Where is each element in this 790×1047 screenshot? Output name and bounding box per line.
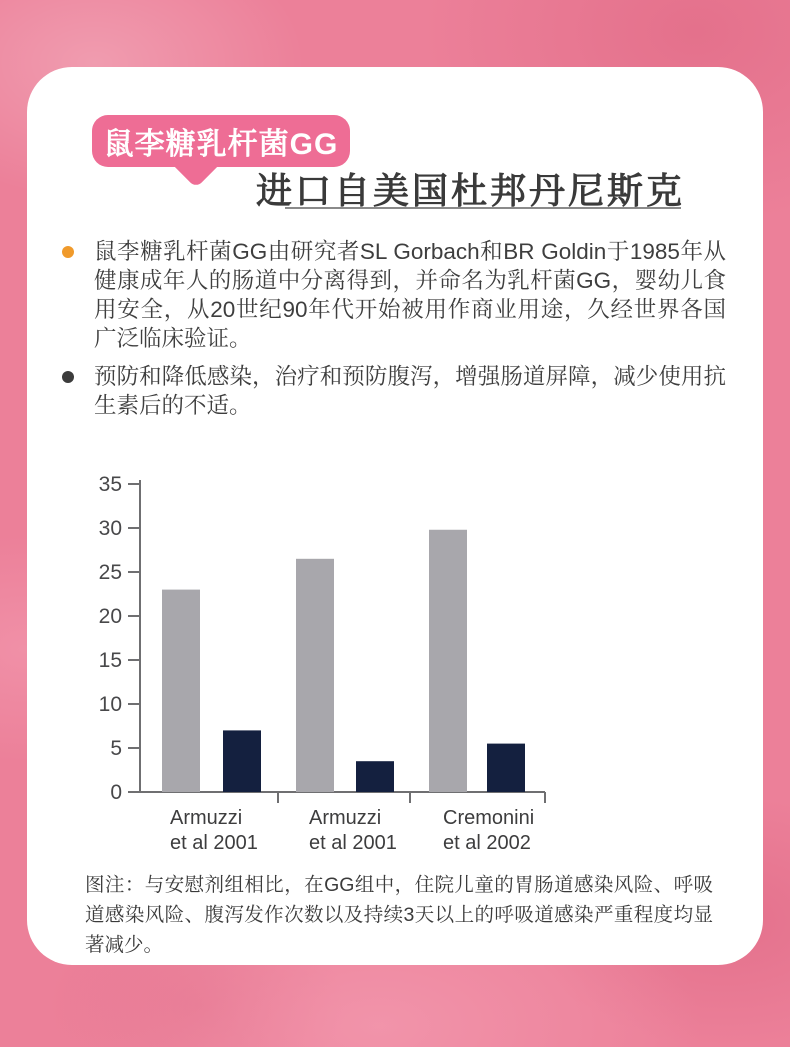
bar-navy-bars-0 <box>223 730 261 792</box>
y-axis-tick-label: 20 <box>98 605 122 628</box>
x-category-label: Armuzzi <box>309 807 382 829</box>
y-axis-tick-label: 30 <box>98 517 122 540</box>
x-category-label: et al 2002 <box>443 832 531 854</box>
bar-navy-bars-1 <box>356 761 394 792</box>
y-axis-tick-label: 0 <box>110 781 122 804</box>
y-axis-tick-label: 25 <box>98 561 122 584</box>
title-badge <box>92 115 350 167</box>
y-axis-tick-label: 10 <box>98 693 122 716</box>
y-axis-tick-label: 5 <box>110 737 122 760</box>
bar-gray-bars-0 <box>162 590 200 792</box>
bar-gray-bars-1 <box>296 559 334 792</box>
bullet-text: 预防和降低感染，治疗和预防腹泻，增强肠道屏障，减少使用抗生素后的不适。 <box>94 364 726 418</box>
bullet-dot-orange <box>62 246 74 258</box>
bullet-dot-dark <box>62 371 74 383</box>
y-axis-tick-label: 15 <box>98 649 122 672</box>
list-item <box>62 362 738 420</box>
bar-gray-bars-2 <box>429 530 467 792</box>
bar-chart-container <box>95 462 575 862</box>
bar-chart <box>95 462 575 862</box>
chart-caption: 图注：与安慰剂组相比，在GG组中，住院儿童的胃肠道感染风险、呼吸道感染风险、腹泻发作次数以及持续3天以上的呼吸道感染严重程度均显著减少。 <box>85 874 713 956</box>
bullet-list <box>62 237 738 429</box>
badge-label: 鼠李糖乳杆菌GG <box>103 128 339 161</box>
x-category-label: Cremonini <box>443 807 535 829</box>
page-title: 进口自美国杜邦丹尼斯克 <box>255 170 685 211</box>
x-category-label: et al 2001 <box>309 832 397 854</box>
list-item <box>62 237 738 353</box>
bullet-text: 鼠李糖乳杆菌GG由研究者SL Gorbach和BR Goldin于1985年从健康成年人的肠道中分离得到，并命名为乳杆菌GG，婴幼儿食用安全，从20世纪90年代开始被用作商业用途，久经世界各国广泛临床验证。 <box>94 239 726 351</box>
x-category-label: et al 2001 <box>170 832 258 854</box>
content-card <box>27 67 763 965</box>
x-category-label: Armuzzi <box>170 807 243 829</box>
bar-navy-bars-2 <box>487 744 525 792</box>
y-axis-tick-label: 35 <box>98 473 122 496</box>
